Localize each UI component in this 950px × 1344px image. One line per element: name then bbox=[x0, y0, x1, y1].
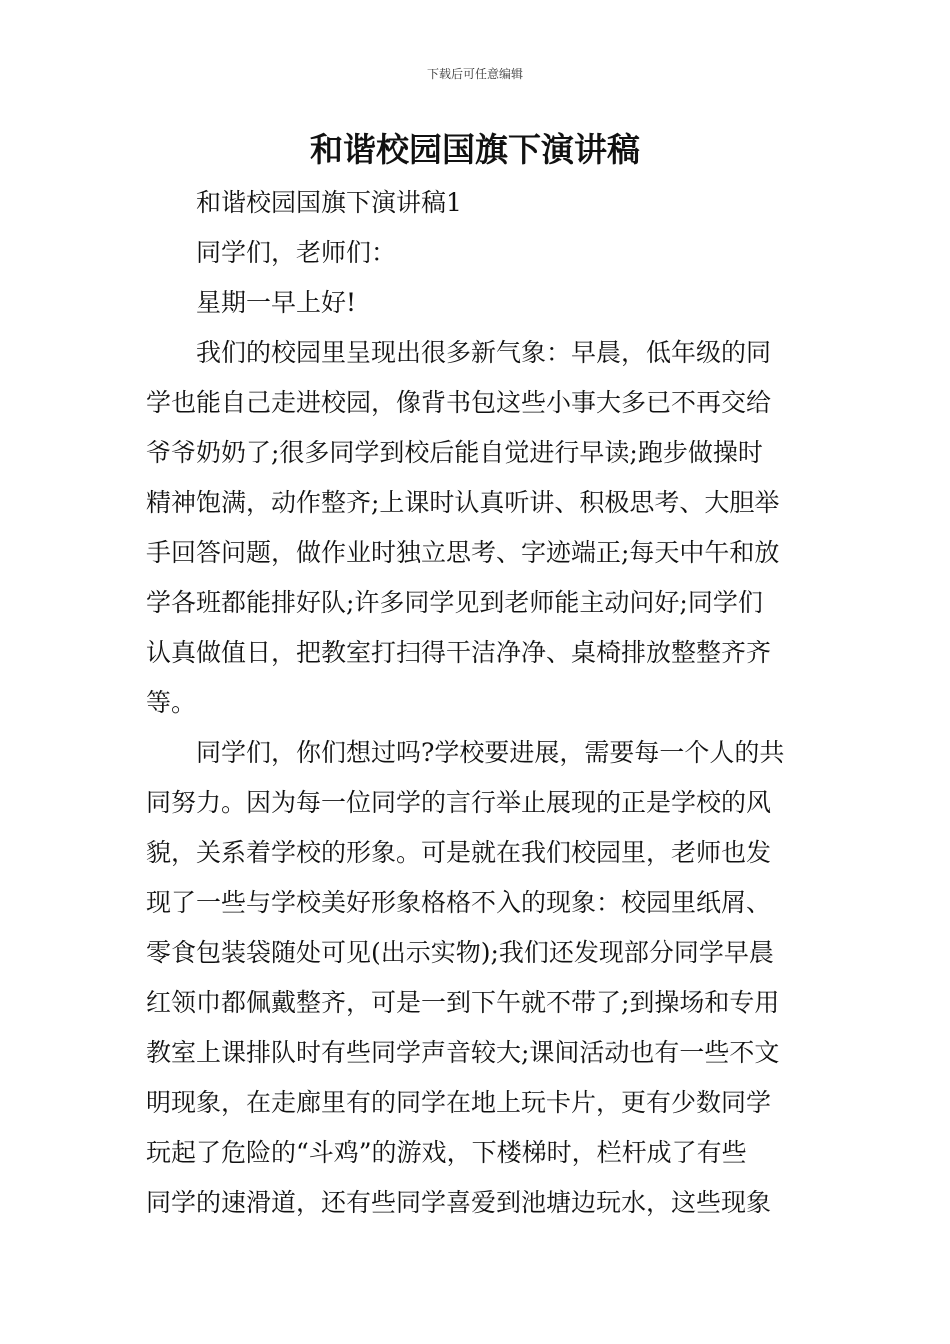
document-title: 和谐校园国旗下演讲稿 bbox=[310, 130, 640, 169]
paragraph-2 bbox=[146, 728, 806, 1228]
paragraph-line: 学也能自己走进校园，像背书包这些小事大多已不再交给 bbox=[146, 388, 772, 417]
paragraph-line: 认真做值日，把教室打扫得干洁净净、桌椅排放整整齐齐 bbox=[146, 638, 772, 667]
paragraph-line: 明现象，在走廊里有的同学在地上玩卡片，更有少数同学 bbox=[146, 1088, 772, 1117]
paragraph-line: 我们的校园里呈现出很多新气象：早晨，低年级的同 bbox=[196, 338, 772, 367]
paragraph-line: 学各班都能排好队;许多同学见到老师能主动问好;同学们 bbox=[146, 588, 763, 617]
speech-subtitle: 和谐校园国旗下演讲稿1 bbox=[196, 188, 462, 217]
paragraph-line: 貌，关系着学校的形象。可是就在我们校园里，老师也发 bbox=[146, 838, 772, 867]
paragraph-line: 手回答问题，做作业时独立思考、字迹端正;每天中午和放 bbox=[146, 538, 780, 567]
paragraph-line: 同努力。因为每一位同学的言行举止展现的正是学校的风 bbox=[146, 788, 772, 817]
paragraph-line: 零食包装袋随处可见(出示实物);我们还发现部分同学早晨 bbox=[146, 938, 774, 967]
paragraph-line: 等。 bbox=[146, 688, 197, 717]
paragraph-line: 玩起了危险的“斗鸡”的游戏，下楼梯时，栏杆成了有些 bbox=[146, 1138, 747, 1167]
header-note: 下载后可任意编辑 bbox=[426, 67, 523, 81]
paragraph-line: 现了一些与学校美好形象格格不入的现象：校园里纸屑、 bbox=[146, 888, 772, 917]
paragraph-line: 精神饱满，动作整齐;上课时认真听讲、积极思考、大胆举 bbox=[146, 488, 780, 517]
paragraph-line: 红领巾都佩戴整齐，可是一到下午就不带了;到操场和专用 bbox=[146, 988, 780, 1017]
greeting-line: 同学们，老师们： bbox=[196, 238, 397, 267]
paragraph-line: 教室上课排队时有些同学声音较大;课间活动也有一些不文 bbox=[146, 1038, 780, 1067]
paragraph-line: 爷爷奶奶了;很多同学到校后能自觉进行早读;跑步做操时 bbox=[146, 438, 763, 467]
paragraph-line: 同学们，你们想过吗?学校要进展，需要每一个人的共 bbox=[196, 738, 785, 767]
paragraph-line: 同学的速滑道，还有些同学喜爱到池塘边玩水，这些现象 bbox=[146, 1188, 772, 1217]
paragraph-1 bbox=[146, 328, 806, 728]
document-body bbox=[146, 178, 806, 1228]
morning-line: 星期一早上好! bbox=[196, 288, 357, 317]
